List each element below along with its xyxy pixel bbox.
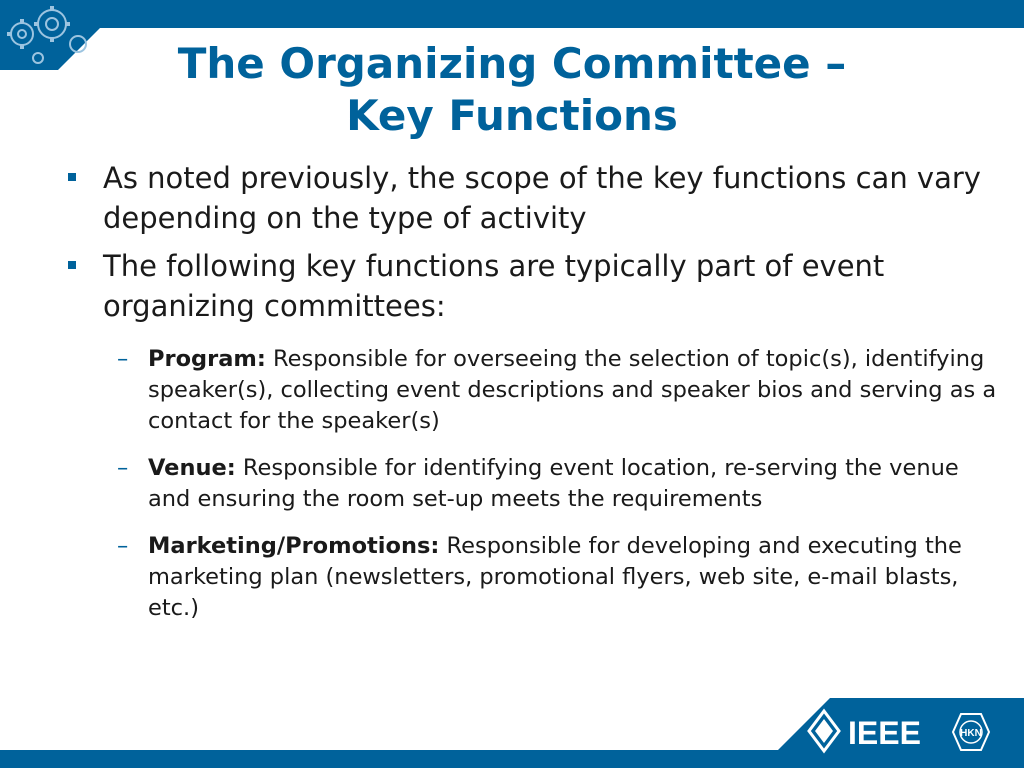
title-line-2: Key Functions — [346, 91, 678, 140]
sub-bullet-program — [60, 344, 1000, 437]
ieee-logo-text: IEEE — [848, 715, 921, 751]
top-banner — [0, 0, 1024, 28]
bullet-text: The following key functions are typically part of event organizing committees: — [103, 249, 885, 323]
sub-bullet-text: Responsible for identifying event location, re-serving the venue and ensuring the room set-up meets the requirements — [148, 455, 959, 512]
sub-bullet-text: Responsible for developing and executing the marketing plan (newsletters, promotional flyers, web site, e-mail blasts, etc.) — [148, 533, 962, 621]
square-bullet-icon — [68, 173, 76, 181]
slide-title — [100, 38, 924, 142]
sub-bullet-label: Venue: — [148, 455, 236, 481]
sub-bullet-venue — [60, 453, 1000, 515]
ieee-logo — [806, 708, 946, 754]
hkn-logo-text: HKN — [960, 728, 982, 739]
sub-bullet-label: Program: — [148, 346, 266, 372]
dash-bullet-icon: – — [117, 346, 129, 372]
sub-bullet-text: Responsible for overseeing the selection of topic(s), identifying speaker(s), collecting event descriptions and speaker bios and serving as a contact for the speaker(s) — [148, 346, 997, 434]
title-line-1: The Organizing Committee – — [177, 39, 847, 88]
dash-bullet-icon: – — [117, 533, 129, 559]
bullet-item — [60, 246, 1000, 326]
bullet-text: As noted previously, the scope of the key functions can vary depending on the type of activity — [103, 161, 981, 235]
hkn-logo — [951, 712, 991, 752]
slide-body — [60, 158, 1000, 640]
dash-bullet-icon: – — [117, 455, 129, 481]
bullet-item — [60, 158, 1000, 238]
sub-bullet-list — [60, 344, 1000, 624]
gears-logo-icon — [0, 0, 100, 70]
square-bullet-icon — [68, 261, 76, 269]
sub-bullet-marketing — [60, 531, 1000, 624]
sub-bullet-label: Marketing/Promotions: — [148, 533, 440, 559]
